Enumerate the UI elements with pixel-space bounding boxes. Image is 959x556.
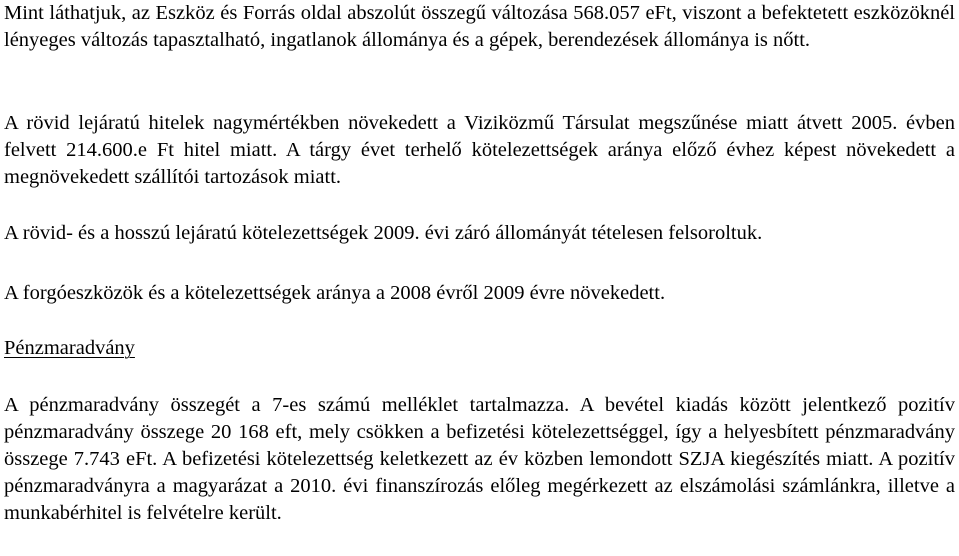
- paragraph-balance-change: Mint láthatjuk, az Eszköz és Forrás oldal abszolút összegű változása 568.057 eFt, viszont a befektetett eszközöknél lényeges változás tapasztalható, ingatlanok állománya és a gépek, berendezések állománya is nőtt.: [4, 2, 955, 51]
- paragraph-short-term-loans: A rövid lejáratú hitelek nagymértékben növekedett a Viziközmű Társulat megszűnése miatt átvett 2005. évben felvett 214.600.e Ft hitel miatt. A tárgy évet terhelő kötelezettségek aránya előző évhez képest növekedett a megnövekedett szállítói tartozások miatt.: [4, 112, 955, 188]
- paragraph-liabilities-listed: A rövid- és a hosszú lejáratú kötelezettségek 2009. évi záró állományát tételesen felsoroltuk.: [4, 222, 763, 244]
- section-heading-penzmaradvany: Pénzmaradvány: [4, 337, 135, 359]
- paragraph-current-assets-ratio: A forgóeszközök és a kötelezettségek aránya a 2008 évről 2009 évre növekedett.: [4, 282, 666, 304]
- paragraph-cash-residual: A pénzmaradvány összegét a 7-es számú melléklet tartalmazza. A bevétel kiadás között jelentkező pozitív pénzmaradvány összege 20 168 eft, mely csökken a befizetési kötelezettséggel, így a helyesbített pénzmaradvány összege 7.743 eFt. A befizetési kötelezettség keletkezett az év közben lemondott SZJA kiegészítés miatt. A pozitív pénzmaradványra a magyarázat a 2010. évi finanszírozás előleg megérkezett az elszámolási számlánkra, illetve a munkabérhitel is felvételre került.: [4, 394, 955, 524]
- document-page: [4, 0, 955, 556]
